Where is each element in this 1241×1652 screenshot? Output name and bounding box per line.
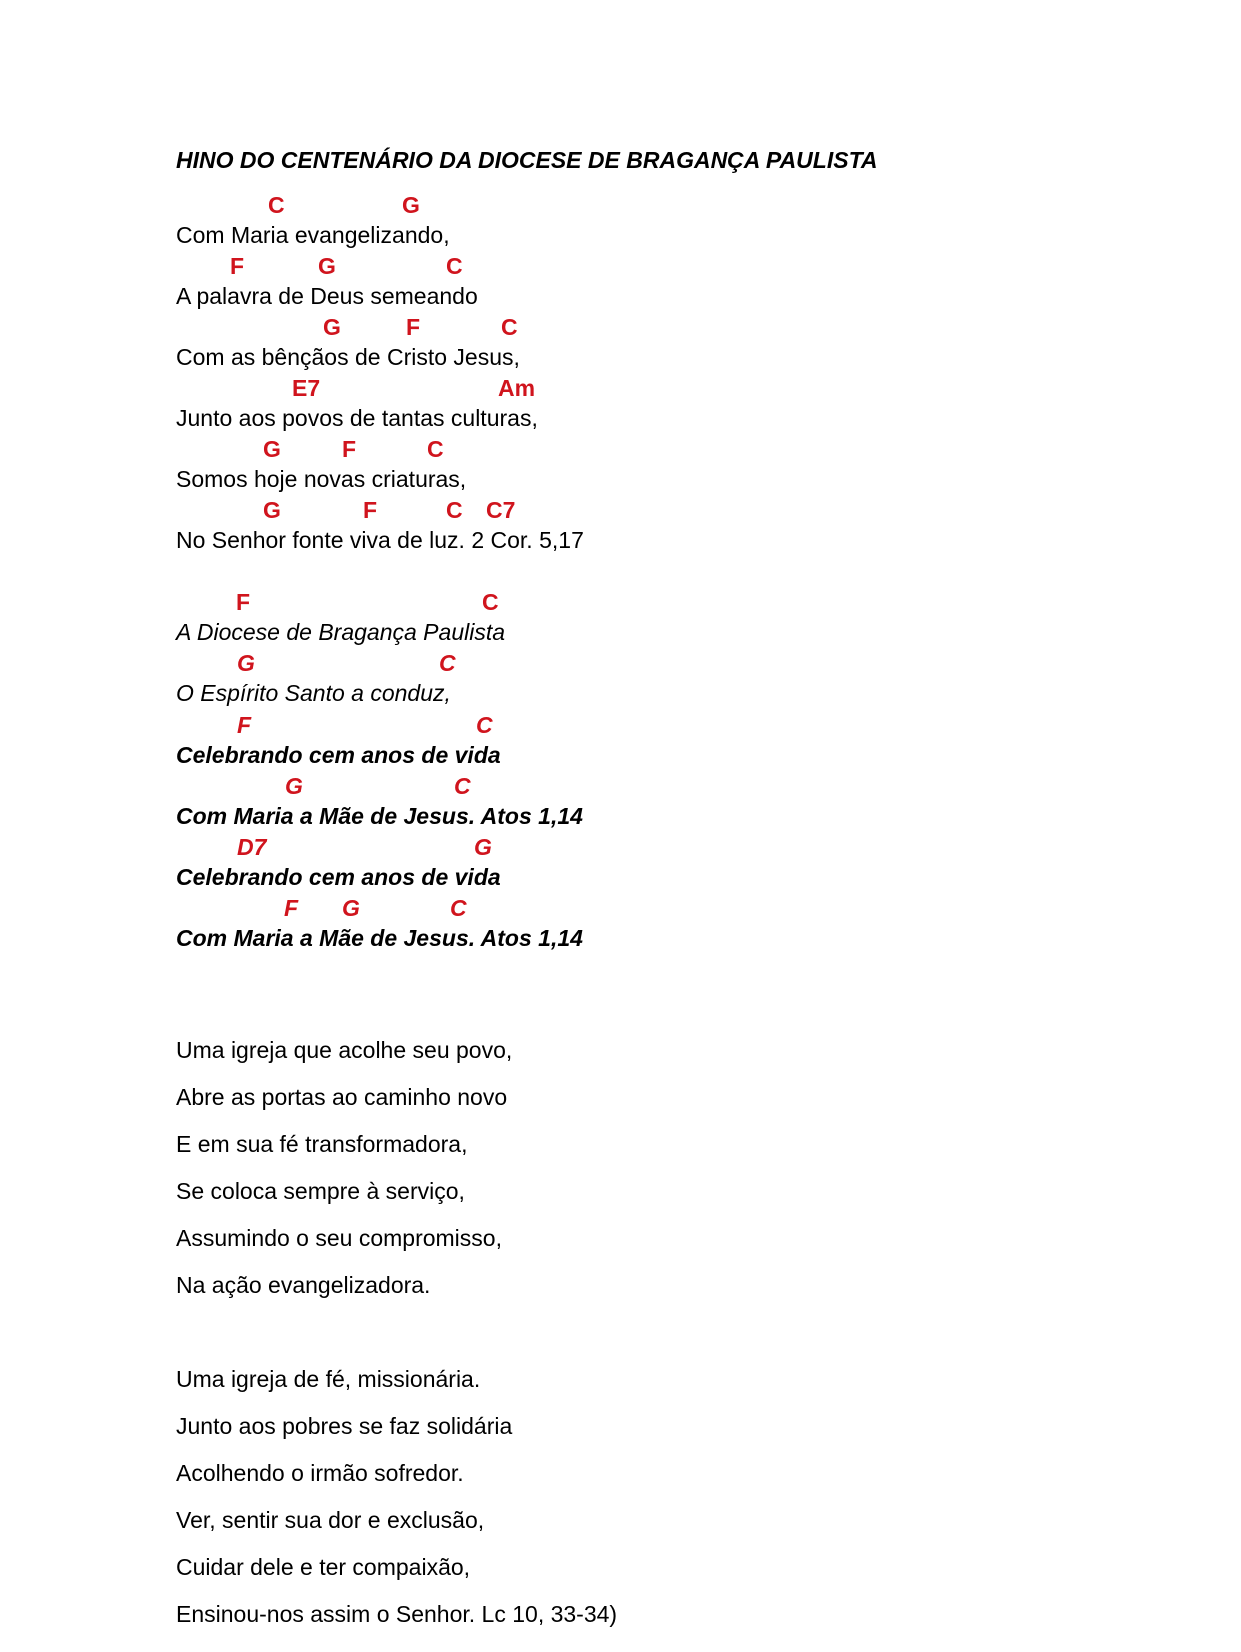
lyric-line: Somos hoje novas criaturas, (176, 466, 467, 492)
chord: C (268, 192, 285, 218)
chord: G (402, 192, 420, 218)
song-title: HINO DO CENTENÁRIO DA DIOCESE DE BRAGANÇA PAULISTA (176, 147, 878, 173)
chord: C (450, 895, 467, 921)
lyric-line: Celebrando cem anos de vida (176, 864, 501, 890)
lyric-line: Acolhendo o irmão sofredor. (176, 1460, 464, 1486)
chord: G (474, 834, 492, 860)
chord-line (176, 496, 976, 524)
chord-line (176, 435, 976, 463)
chord: C (482, 589, 499, 615)
lyric-line: A palavra de Deus semeando (176, 283, 478, 309)
chord-line (176, 833, 976, 861)
lyric-line: Celebrando cem anos de vida (176, 742, 501, 768)
chord: F (406, 314, 421, 340)
lyric-line: Com Maria a Mãe de Jesus. Atos 1,14 (176, 803, 583, 829)
lyric-line: O Espírito Santo a conduz, (176, 680, 451, 706)
chord: G (323, 314, 341, 340)
chord-line (176, 313, 976, 341)
chord: G (342, 895, 360, 921)
chord: G (263, 436, 281, 462)
chord: G (285, 773, 303, 799)
lyric-line: Junto aos pobres se faz solidária (176, 1413, 513, 1439)
chord: E7 (292, 375, 321, 401)
chord-line (176, 649, 976, 677)
chord: C (439, 650, 456, 676)
chord-line (176, 252, 976, 280)
lyric-line: Uma igreja que acolhe seu povo, (176, 1037, 513, 1063)
lyric-line: Na ação evangelizadora. (176, 1272, 431, 1298)
lyric-line: Com Maria evangelizando, (176, 222, 450, 248)
lyric-line: No Senhor fonte viva de luz. 2 Cor. 5,17 (176, 527, 584, 553)
chord: C (446, 253, 463, 279)
lyric-line: A Diocese de Bragança Paulista (176, 619, 506, 645)
chord: F (342, 436, 357, 462)
lyric-line: Se coloca sempre à serviço, (176, 1178, 465, 1204)
chord: C (501, 314, 518, 340)
lyric-line: Uma igreja de fé, missionária. (176, 1366, 481, 1392)
lyric-line: E em sua fé transformadora, (176, 1131, 468, 1157)
chord-line (176, 772, 976, 800)
chord: D7 (237, 834, 267, 860)
chord: C (454, 773, 471, 799)
chord: Am (498, 375, 536, 401)
lyric-line: Com Maria a Mãe de Jesus. Atos 1,14 (176, 925, 583, 951)
chord: F (230, 253, 245, 279)
chord-line (176, 711, 976, 739)
lyric-line: Abre as portas ao caminho novo (176, 1084, 508, 1110)
chord: G (263, 497, 281, 523)
chord: C (446, 497, 463, 523)
lyric-line: Com as bênçãos de Cristo Jesus, (176, 344, 520, 370)
chord: C7 (486, 497, 516, 523)
chord-line (176, 588, 976, 616)
chord: G (318, 253, 336, 279)
chord: C (427, 436, 444, 462)
chord: F (236, 589, 251, 615)
chord: G (237, 650, 255, 676)
lyric-line: Ver, sentir sua dor e exclusão, (176, 1507, 485, 1533)
chord-line (176, 374, 976, 402)
chord: F (284, 895, 299, 921)
chord: F (237, 712, 252, 738)
chord-line (176, 191, 976, 219)
lyric-line: Cuidar dele e ter compaixão, (176, 1554, 471, 1580)
lyric-line: Junto aos povos de tantas culturas, (176, 405, 538, 431)
chord-line (176, 894, 976, 922)
chord: F (363, 497, 378, 523)
chord: C (476, 712, 493, 738)
lyric-line: Ensinou-nos assim o Senhor. Lc 10, 33-34) (176, 1601, 618, 1627)
lyric-line: Assumindo o seu compromisso, (176, 1225, 502, 1251)
